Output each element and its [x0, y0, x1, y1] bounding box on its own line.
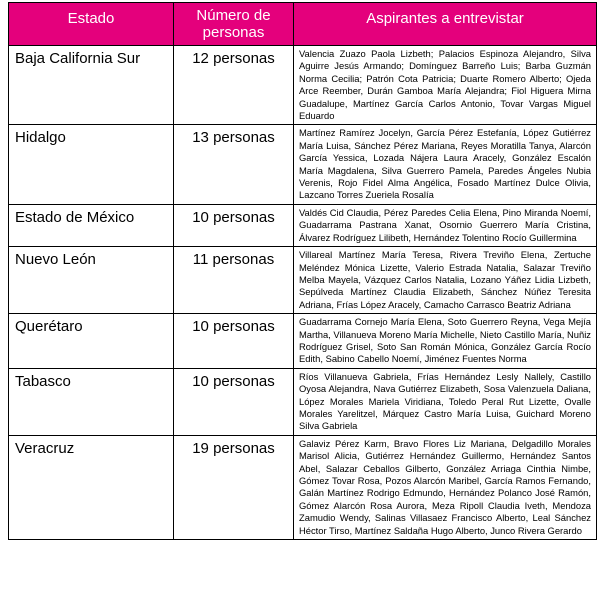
header-numero: Número de personas [174, 3, 294, 46]
table-row [9, 204, 597, 246]
table-row [9, 247, 597, 314]
header-row [9, 3, 597, 46]
aspirantes-table [8, 2, 597, 540]
numero-cell: 19 personas [174, 435, 294, 539]
estado-cell: Querétaro [9, 314, 174, 369]
table-container [8, 2, 597, 540]
header-aspirantes: Aspirantes a entrevistar [294, 3, 597, 46]
table-row [9, 46, 597, 125]
numero-cell: 10 personas [174, 204, 294, 246]
numero-cell: 10 personas [174, 368, 294, 435]
estado-cell: Tabasco [9, 368, 174, 435]
estado-cell: Baja California Sur [9, 46, 174, 125]
aspirantes-cell: Martínez Ramírez Jocelyn, García Pérez Estefanía, López Gutiérrez María Luisa, Sánchez Pérez Mariana, Reyes Moratilla Tanya, Alarcón García Yessica, Lozada Nájera Laura Aracely, González Escalón María Magdalena, Silva Guerrero Pamela, Paredes Ángeles Nubia Verenis, Rojo Fidel Alma Angélica, Fosado Martínez Dulce Olivia, Lazcano Torres Zueriela Rosalía [294, 125, 597, 204]
header-estado: Estado [9, 3, 174, 46]
aspirantes-cell: Valdés Cid Claudia, Pérez Paredes Celia Elena, Pino Miranda Noemí, Guadarrama Pastrana Xanat, Osornio Guerrero María Cristina, Álvarez Rodríguez Lilibeth, Hernández Tolentino Rocío Guillermina [294, 204, 597, 246]
estado-cell: Estado de México [9, 204, 174, 246]
numero-cell: 10 personas [174, 314, 294, 369]
aspirantes-cell: Galaviz Pérez Karm, Bravo Flores Liz Mariana, Delgadillo Morales Marisol Alicia, Gutiérrez Hernández Guillermo, Hernández Santos Abel, Salazar Ceballos Gilberto, González Arriaga Cinthia Nimbe, Gómez Tovar Rosa, Pozos Alarcón Maribel, García Ramos Fernando, Galán Martínez Rodrigo Edmundo, Hernández Polanco José Ramón, Gómez Alarcón Rosa Aurora, Meza Ripoll Claudia Iveth, Mendoza Zamudio Wendy, Salinas Villasaez Francisco Alberto, Leal Sánchez Héctor Tirso, Martínez Saldaña Hugo Alberto, Junco Rivera Gerardo [294, 435, 597, 539]
aspirantes-cell: Ríos Villanueva Gabriela, Frías Hernández Lesly Nallely, Castillo Oyosa Alejandra, Nava Gutiérrez Elizabeth, Sosa Valenzuela Daliana, López Morales Mariela Viridiana, Toledo Peral Rut Lizette, Ovalle Morales Yarelitzel, Márquez Castro María Luisa, Guichard Moreno Silva Gabriela [294, 368, 597, 435]
table-row [9, 125, 597, 204]
numero-cell: 13 personas [174, 125, 294, 204]
estado-cell: Nuevo León [9, 247, 174, 314]
estado-cell: Veracruz [9, 435, 174, 539]
aspirantes-cell: Guadarrama Cornejo María Elena, Soto Guerrero Reyna, Vega Mejía Martha, Villanueva Moreno María Michelle, Nieto Castillo María, Nuñiz Rodríguez Grisel, Soto San Román Mónica, González García Rocío Edith, Sabino Cabello Noemí, Jiménez Fuentes Norma [294, 314, 597, 369]
aspirantes-cell: Villareal Martínez María Teresa, Rivera Treviño Elena, Zertuche Meléndez Mónica Lizette, Valerio Estrada Natalia, Salazar Treviño Melba Mayela, Vázquez Carlos Natalia, Lozano Yáñez Lidia Lizbeth, Sepúlveda Martínez Claudia Elizabeth, Sánchez Núñez Teresita Adriana, Frías López Aracely, Camacho Carrasco Beatriz Adriana [294, 247, 597, 314]
aspirantes-cell: Valencia Zuazo Paola Lizbeth; Palacios Espinoza Alejandro, Silva Aguirre Jesús Armando; Domínguez Barreño Luis; Barba Guzmán Norma Cecilia; Patrón Cota Patricia; Duarte Romero Alberto; Ojeda Arce Reember, Durán Gamboa María Alejandra; Fiol Higuera Mirna Guadalupe, Martínez García Carlos Antonio, Tovar Vargas Miguel Eduardo [294, 46, 597, 125]
numero-cell: 12 personas [174, 46, 294, 125]
numero-cell: 11 personas [174, 247, 294, 314]
estado-cell: Hidalgo [9, 125, 174, 204]
table-row [9, 435, 597, 539]
table-row [9, 368, 597, 435]
table-row [9, 314, 597, 369]
